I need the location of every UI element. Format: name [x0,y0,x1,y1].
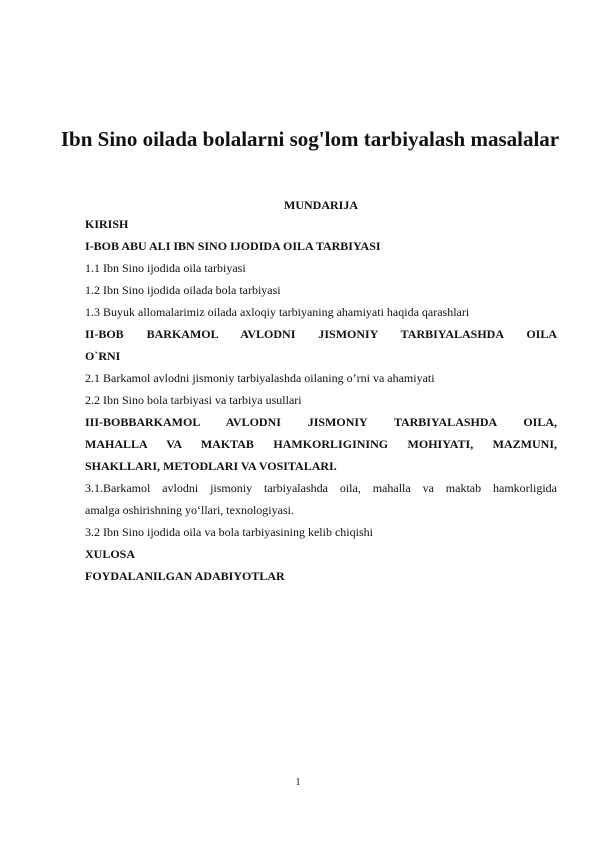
toc-line: XULOSA [85,547,136,561]
toc-line: O`RNI [85,349,121,363]
toc-line: SHAKLLARI, METODLARI VA VOSITALARI. [85,459,337,473]
contents-heading: MUNDARIJA [284,198,358,212]
toc-line: I-BOB ABU ALI IBN SINO IJODIDA OILA TARBIYASI [85,239,381,253]
document-title: Ibn Sino oilada bolalarni sog'lom tarbiyalash masalalar [60,127,560,151]
toc-line: 2.2 Ibn Sino bola tarbiyasi va tarbiya usullari [85,393,302,407]
toc-line: II-BOB BARKAMOL AVLODNI JISMONIY TARBIYALASHDA OILA [85,327,557,341]
toc-line: 1.2 Ibn Sino ijodida oilada bola tarbiyasi [85,283,281,297]
toc-line: KIRISH [85,217,129,231]
toc-line: 3.1.Barkamol avlodni jismoniy tarbiyalashda oila, mahalla va maktab hamkorligida [85,481,557,495]
toc-line: 3.2 Ibn Sino ijodida oila va bola tarbiyasining kelib chiqishi [85,525,373,539]
toc-line: 2.1 Barkamol avlodni jismoniy tarbiyalashda oilaning o’rni va ahamiyati [85,371,435,385]
toc-line: 1.1 Ibn Sino ijodida oila tarbiyasi [85,261,246,275]
table-of-contents [85,213,557,587]
toc-line: MAHALLA VA MAKTAB HAMKORLIGINING MOHIYATI, MAZMUNI, [85,437,557,451]
toc-line: FOYDALANILGAN ADABIYOTLAR [85,569,285,583]
toc-line: 1.3 Buyuk allomalarimiz oilada axloqiy tarbiyaning ahamiyati haqida qarashlari [85,305,470,319]
toc-line: III-BOBBARKAMOL AVLODNI JISMONIY TARBIYALASHDA OILA, [85,415,557,429]
page-number: 1 [295,777,301,788]
toc-line: amalga oshirishning yo‘llari, texnologiyasi. [85,503,294,517]
